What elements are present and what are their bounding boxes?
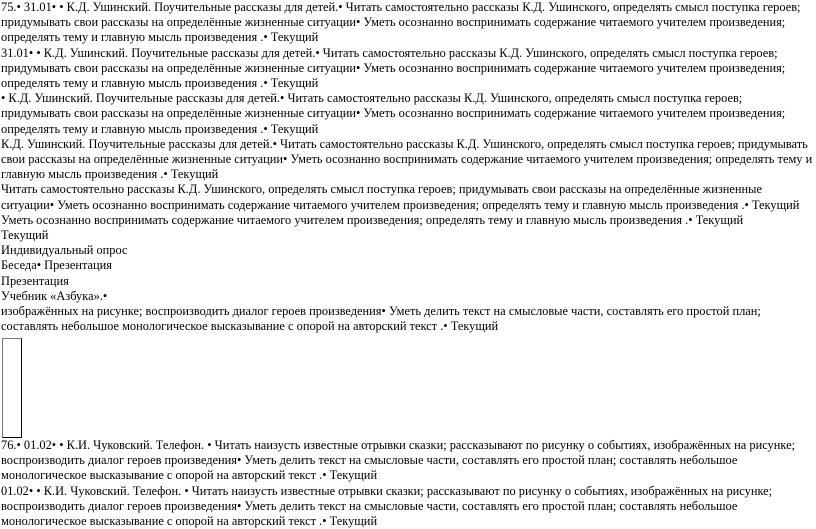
paragraph-title-row: К.Д. Ушинский. Поучительные рассказы для детей.• Читать самостоятельно рассказы К.Д. Ушинского, определять смысл поступка героев; придумывать свои рассказы на определённые жизненные ситуации• Уметь осознанно воспринимать содержание читаемого учителем произведения; определять тему и главную мысль произведения .• Текущий (1, 136, 813, 182)
empty-table-cell-frame (2, 338, 22, 438)
paragraph-date-row: 31.01• • К.Д. Ушинский. Поучительные рассказы для детей.• Читать самостоятельно рассказы К.Д. Ушинского, определять смысл поступка героев; придумывать свои рассказы на определённые жизненные ситуации• Уметь осознанно воспринимать содержание читаемого учителем произведения; определять тему и главную мысль произведения .• Текущий (1, 45, 786, 91)
document-body (1, 0, 813, 334)
paragraph-75-row: 75.• 31.01• • К.Д. Ушинский. Поучительные рассказы для детей.• Читать самостоятельно рассказы К.Д. Ушинского, определять смысл поступка героев; придумывать свои рассказы на определённые жизненные ситуации• Уметь осознанно воспринимать содержание читаемого учителем произведения; определять тему и главную мысль произведения .• Текущий (1, 0, 801, 45)
paragraph-topic-row: • К.Д. Ушинский. Поучительные рассказы для детей.• Читать самостоятельно рассказы К.Д. Ушинского, определять смысл поступка героев; придумывать свои рассказы на определённые жизненные ситуации• Уметь осознанно воспринимать содержание читаемого учителем произведения; определять тему и главную мысль произведения .• Текущий (1, 91, 786, 136)
paragraph-date-0102-row: 01.02• • К.И. Чуковский. Телефон. • Читать наизусть известные отрывки сказки; рассказывают по рисунку о событиях, изображённых на рисунке; воспроизводить диалог героев произведения• Уметь делить текст на смысловые части, составлять его простой план; составлять небольшое монологическое высказывание с опорой на авторский текст .• Текущий (1, 483, 773, 529)
paragraph-76-row: 76.• 01.02• • К.И. Чуковский. Телефон. • Читать наизусть известные отрывки сказки; рассказывают по рисунку о событиях, изображённых на рисунке; воспроизводить диалог героев произведения• Уметь делить текст на смысловые части, составлять его простой план; составлять небольшое монологическое высказывание с опорой на авторский текст .• Текущий (1, 438, 796, 483)
paragraph-textbook: Учебник «Азбука».• (1, 288, 108, 303)
paragraph-control-form: Индивидуальный опрос (1, 243, 128, 258)
paragraph-fragment: изображённых на рисунке; воспроизводить диалог героев произведения• Уметь делить текст на смысловые части, составлять его простой план; составлять небольшое монологическое высказывание с опорой на авторский текст .• Текущий (1, 304, 761, 334)
paragraph-method: Беседа• Презентация (1, 258, 112, 273)
paragraph-skills-row: Читать самостоятельно рассказы К.Д. Ушинского, определять смысл поступка героев; придумывать свои рассказы на определённые жизненные ситуации• Уметь осознанно воспринимать содержание читаемого учителем произведения; определять тему и главную мысль произведения .• Текущий (1, 182, 800, 212)
document-lower-section (1, 438, 813, 529)
paragraph-results-row: Уметь осознанно воспринимать содержание читаемого учителем произведения; определять тему и главную мысль произведения .• Текущий (1, 212, 744, 227)
paragraph-presentation: Презентация (1, 273, 69, 288)
paragraph-control-type: Текущий (1, 228, 49, 243)
